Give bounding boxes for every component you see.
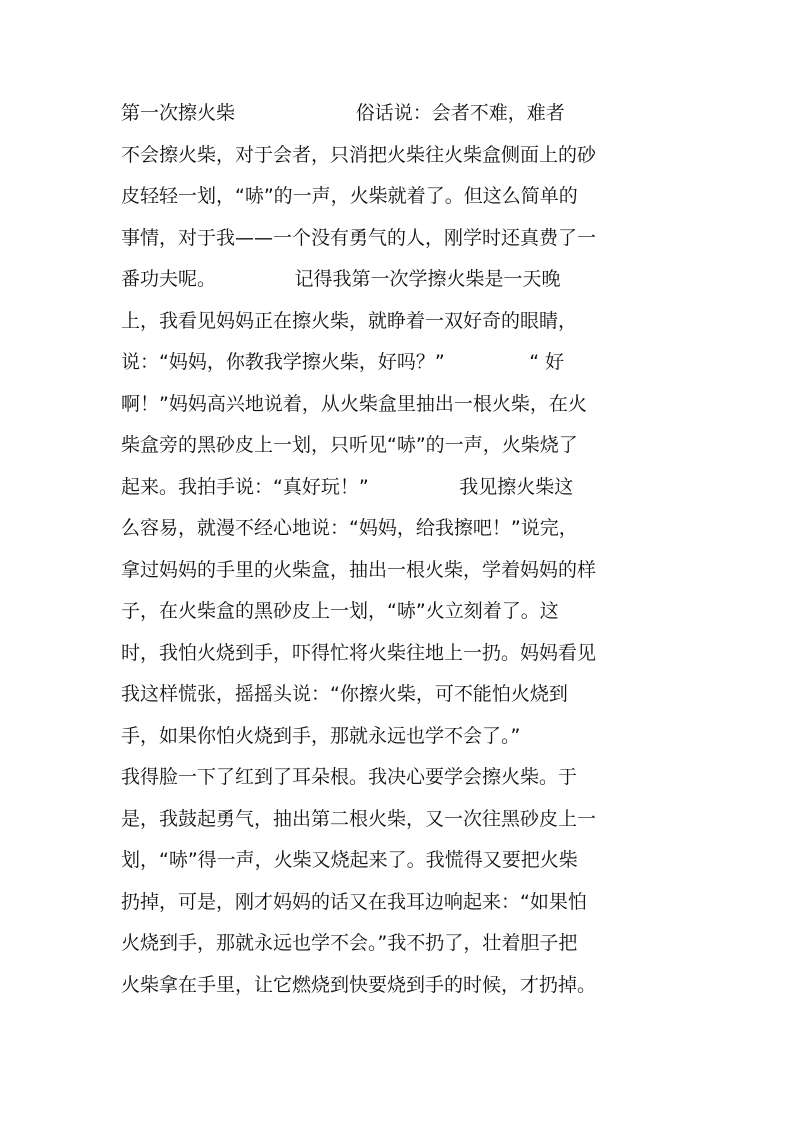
text-line: 事情，对于我——一个没有勇气的人，刚学时还真费了一 bbox=[121, 226, 597, 249]
text-line: 柴盒旁的黑砂皮上一划，只听见“哧”的一声，火柴烧了 bbox=[121, 434, 578, 456]
text-line: 我得脸一下了红到了耳朵根。我决心要学会擦火柴。于 bbox=[121, 766, 578, 788]
essay-body bbox=[121, 93, 661, 1006]
text-line: 第一次擦火柴 俗话说：会者不难，难者 bbox=[121, 102, 565, 124]
text-line: 我这样慌张，摇摇头说：“你擦火柴，可不能怕火烧到 bbox=[121, 683, 568, 705]
text-line: 扔掉，可是，刚才妈妈的话又在我耳边响起来：“如果怕 bbox=[121, 890, 587, 913]
text-line: 啊！”妈妈高兴地说着，从火柴盒里抽出一根火柴，在火 bbox=[121, 392, 587, 415]
text-line: 上，我看见妈妈正在擦火柴，就睁着一双好奇的眼睛， bbox=[121, 309, 578, 332]
text-line: 手，如果你怕火烧到手，那就永远也学不会了。” bbox=[121, 724, 521, 747]
text-line: 起来。我拍手说：“真好玩！” 我见擦火柴这 bbox=[121, 475, 574, 498]
text-line: 不会擦火柴，对于会者，只消把火柴往火柴盒侧面上的砂 bbox=[121, 143, 597, 166]
text-line: 火烧到手，那就永远也学不会。”我不扔了，壮着胆子把 bbox=[121, 932, 578, 954]
text-line: 时，我怕火烧到手，吓得忙将火柴往地上一扔。妈妈看见 bbox=[121, 641, 597, 664]
text-line: 划，“哧”得一声，火柴又烧起来了。我慌得又要把火柴 bbox=[121, 849, 578, 871]
text-line: 番功夫呢。 记得我第一次学擦火柴是一天晚 bbox=[121, 268, 561, 290]
text-line: 火柴拿在手里，让它燃烧到快要烧到手的时候，才扔掉。 bbox=[121, 973, 597, 996]
text-line: 子，在火柴盒的黑砂皮上一划，“哧”火立刻着了。这 bbox=[121, 600, 559, 622]
text-line: 是，我鼓起勇气，抽出第二根火柴，又一次往黑砂皮上一 bbox=[121, 807, 597, 830]
text-line: 说：“妈妈，你教我学擦火柴，好吗？” “ 好 bbox=[121, 351, 565, 373]
text-line: 拿过妈妈的手里的火柴盒，抽出一根火柴，学着妈妈的样 bbox=[121, 558, 597, 581]
text-line: 皮轻轻一划，“哧”的一声，火柴就着了。但这么简单的 bbox=[121, 185, 578, 207]
text-line: 么容易，就漫不经心地说：“妈妈，给我擦吧！”说完， bbox=[121, 517, 578, 539]
